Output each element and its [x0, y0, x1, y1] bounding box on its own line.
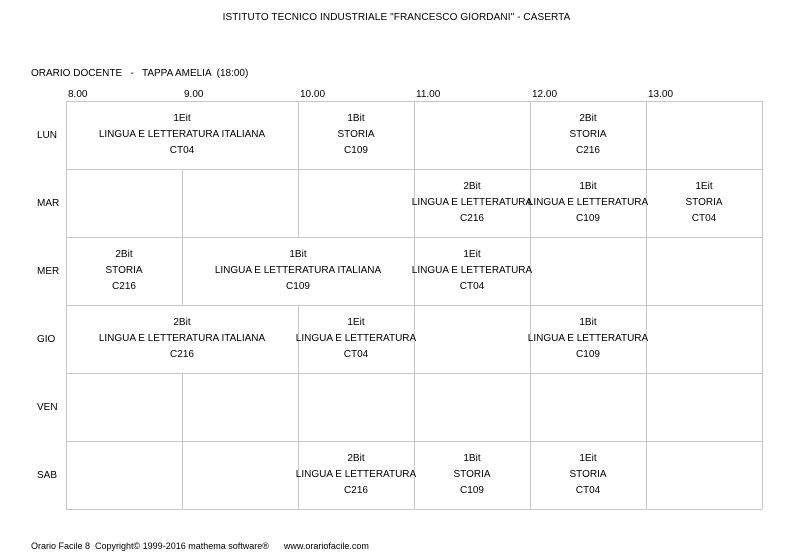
lesson-cell[interactable] — [295, 441, 417, 509]
lesson-cell[interactable] — [66, 305, 298, 373]
lesson-cell[interactable] — [530, 441, 646, 509]
lesson-subject: STORIA — [337, 129, 375, 140]
lesson-subject: LINGUA E LETTERATURA — [527, 333, 649, 344]
lesson-room: C216 — [170, 349, 194, 360]
lesson-class: 1Eit — [347, 317, 365, 328]
lesson-subject: STORIA — [569, 469, 607, 480]
hour-label: 11.00 — [416, 89, 441, 100]
lesson-class: 2Bit — [173, 317, 191, 328]
lesson-subject: STORIA — [569, 129, 607, 140]
lesson-room: C109 — [344, 145, 368, 156]
lesson-cell[interactable] — [66, 101, 298, 169]
lesson-subject: STORIA — [105, 265, 143, 276]
lesson-room: C109 — [460, 485, 484, 496]
schedule-label: ORARIO DOCENTE — [31, 68, 123, 79]
day-label: SAB — [37, 469, 58, 481]
lesson-class: 2Bit — [463, 181, 481, 192]
day-label: VEN — [37, 401, 58, 413]
lesson-room: CT04 — [343, 349, 369, 360]
lesson-subject: LINGUA E LETTERATURA — [295, 333, 417, 344]
lesson-class: 2Bit — [115, 249, 133, 260]
lesson-class: 1Eit — [173, 113, 191, 124]
lesson-class: 1Eit — [463, 249, 481, 260]
lesson-subject: LINGUA E LETTERATURA — [411, 265, 533, 276]
hour-label: 12.00 — [532, 89, 558, 100]
lesson-room: C109 — [576, 349, 600, 360]
lesson-cell[interactable] — [646, 169, 762, 237]
lesson-room: C109 — [576, 213, 600, 224]
lesson-subject: LINGUA E LETTERATURA — [527, 197, 649, 208]
lesson-subject: STORIA — [453, 469, 491, 480]
lesson-class: 1Bit — [289, 249, 307, 260]
hour-label: 10.00 — [300, 89, 326, 100]
day-label: MER — [37, 265, 60, 277]
hour-label: 8.00 — [68, 89, 88, 100]
lesson-class: 1Eit — [579, 453, 597, 464]
footer-website[interactable]: www.orariofacile.com — [283, 541, 369, 551]
heading-separator: - — [130, 68, 134, 79]
lesson-cell[interactable] — [411, 169, 533, 237]
lesson-room: CT04 — [691, 213, 717, 224]
teacher-name: TAPPA AMELIA — [141, 68, 212, 79]
day-label: MAR — [37, 197, 60, 209]
lesson-subject: LINGUA E LETTERATURA ITALIANA — [98, 333, 266, 344]
lesson-cell[interactable] — [411, 237, 533, 305]
lesson-room: C216 — [344, 485, 368, 496]
lesson-room: C216 — [460, 213, 484, 224]
school-title: ISTITUTO TECNICO INDUSTRIALE "FRANCESCO GIORDANI" - CASERTA — [222, 12, 571, 23]
lesson-cell[interactable] — [527, 169, 649, 237]
lesson-subject: STORIA — [685, 197, 723, 208]
lesson-cell[interactable] — [530, 101, 646, 169]
lesson-class: 2Bit — [347, 453, 365, 464]
lesson-class: 1Eit — [695, 181, 713, 192]
lesson-cell[interactable] — [182, 237, 414, 305]
hour-label: 9.00 — [184, 89, 204, 100]
lesson-class: 2Bit — [579, 113, 597, 124]
lesson-cell[interactable] — [298, 101, 414, 169]
lesson-room: CT04 — [575, 485, 601, 496]
lesson-class: 1Bit — [579, 317, 597, 328]
lesson-cell[interactable] — [295, 305, 417, 373]
lesson-subject: LINGUA E LETTERATURA — [295, 469, 417, 480]
lesson-subject: LINGUA E LETTERATURA — [411, 197, 533, 208]
lesson-room: C216 — [576, 145, 600, 156]
lesson-room: C216 — [112, 281, 136, 292]
lesson-class: 1Bit — [579, 181, 597, 192]
teacher-hours: (18:00) — [216, 68, 249, 79]
footer — [31, 541, 369, 551]
lesson-cell[interactable] — [66, 237, 182, 305]
lesson-cell[interactable] — [527, 305, 649, 373]
hour-label: 13.00 — [648, 89, 674, 100]
footer-copyright: Orario Facile 8 Copyright© 1999-2016 mathema software® — [31, 541, 269, 551]
lesson-subject: LINGUA E LETTERATURA ITALIANA — [98, 129, 266, 140]
lesson-class: 1Bit — [347, 113, 365, 124]
day-label: LUN — [37, 129, 58, 141]
lesson-room: CT04 — [459, 281, 485, 292]
lesson-class: 1Bit — [463, 453, 481, 464]
day-label: GIO — [37, 333, 56, 345]
lesson-subject: LINGUA E LETTERATURA ITALIANA — [214, 265, 382, 276]
teacher-heading — [31, 68, 248, 79]
lesson-cell[interactable] — [414, 441, 530, 509]
lesson-room: C109 — [286, 281, 310, 292]
lesson-room: CT04 — [169, 145, 195, 156]
